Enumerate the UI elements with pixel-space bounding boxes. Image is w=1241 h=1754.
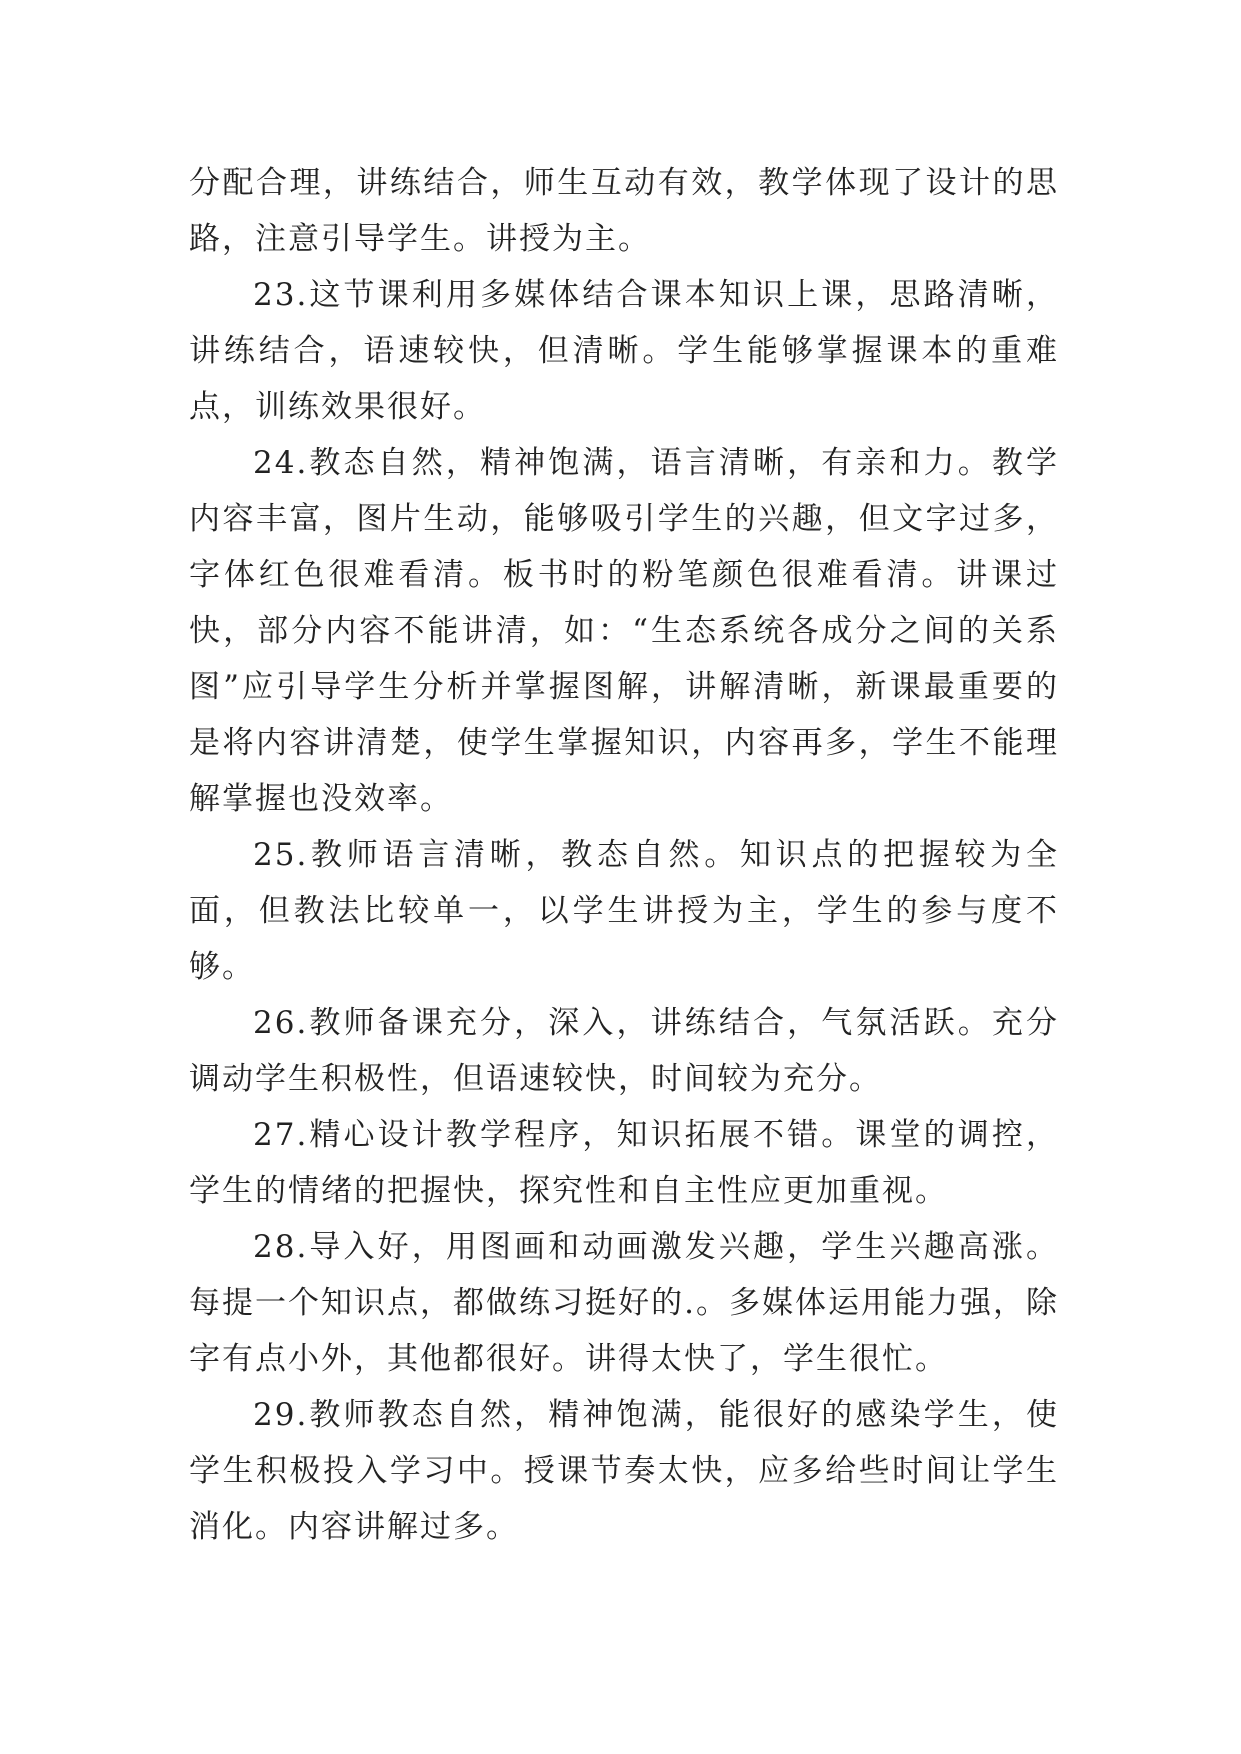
paragraph-item-26: 26.教师备课充分，深入，讲练结合，气氛活跃。充分调动学生积极性，但语速较快，时间较为充分。 bbox=[189, 1005, 1059, 1097]
document-body bbox=[189, 155, 1059, 1555]
paragraph-item-28: 28.导入好，用图画和动画激发兴趣，学生兴趣高涨。每提一个知识点，都做练习挺好的.。多媒体运用能力强，除字有点小外，其他都很好。讲得太快了，学生很忙。 bbox=[189, 1229, 1059, 1377]
paragraph-item-25: 25.教师语言清晰，教态自然。知识点的把握较为全面，但教法比较单一，以学生讲授为主，学生的参与度不够。 bbox=[189, 837, 1059, 985]
paragraph-continuation: 分配合理，讲练结合，师生互动有效，教学体现了设计的思路，注意引导学生。讲授为主。 bbox=[189, 165, 1059, 257]
paragraph-item-27: 27.精心设计教学程序，知识拓展不错。课堂的调控，学生的情绪的把握快，探究性和自主性应更加重视。 bbox=[189, 1117, 1059, 1209]
paragraph-item-29: 29.教师教态自然，精神饱满，能很好的感染学生，使学生积极投入学习中。授课节奏太快，应多给些时间让学生消化。内容讲解过多。 bbox=[189, 1397, 1059, 1545]
paragraph-item-23: 23.这节课利用多媒体结合课本知识上课，思路清晰，讲练结合，语速较快，但清晰。学生能够掌握课本的重难点，训练效果很好。 bbox=[189, 277, 1059, 425]
paragraph-item-24: 24.教态自然，精神饱满，语言清晰，有亲和力。教学内容丰富，图片生动，能够吸引学生的兴趣，但文字过多，字体红色很难看清。板书时的粉笔颜色很难看清。讲课过快，部分内容不能讲清，如：“生态系统各成分之间的关系图”应引导学生分析并掌握图解，讲解清晰，新课最重要的是将内容讲清楚，使学生掌握知识，内容再多，学生不能理解掌握也没效率。 bbox=[189, 445, 1059, 817]
